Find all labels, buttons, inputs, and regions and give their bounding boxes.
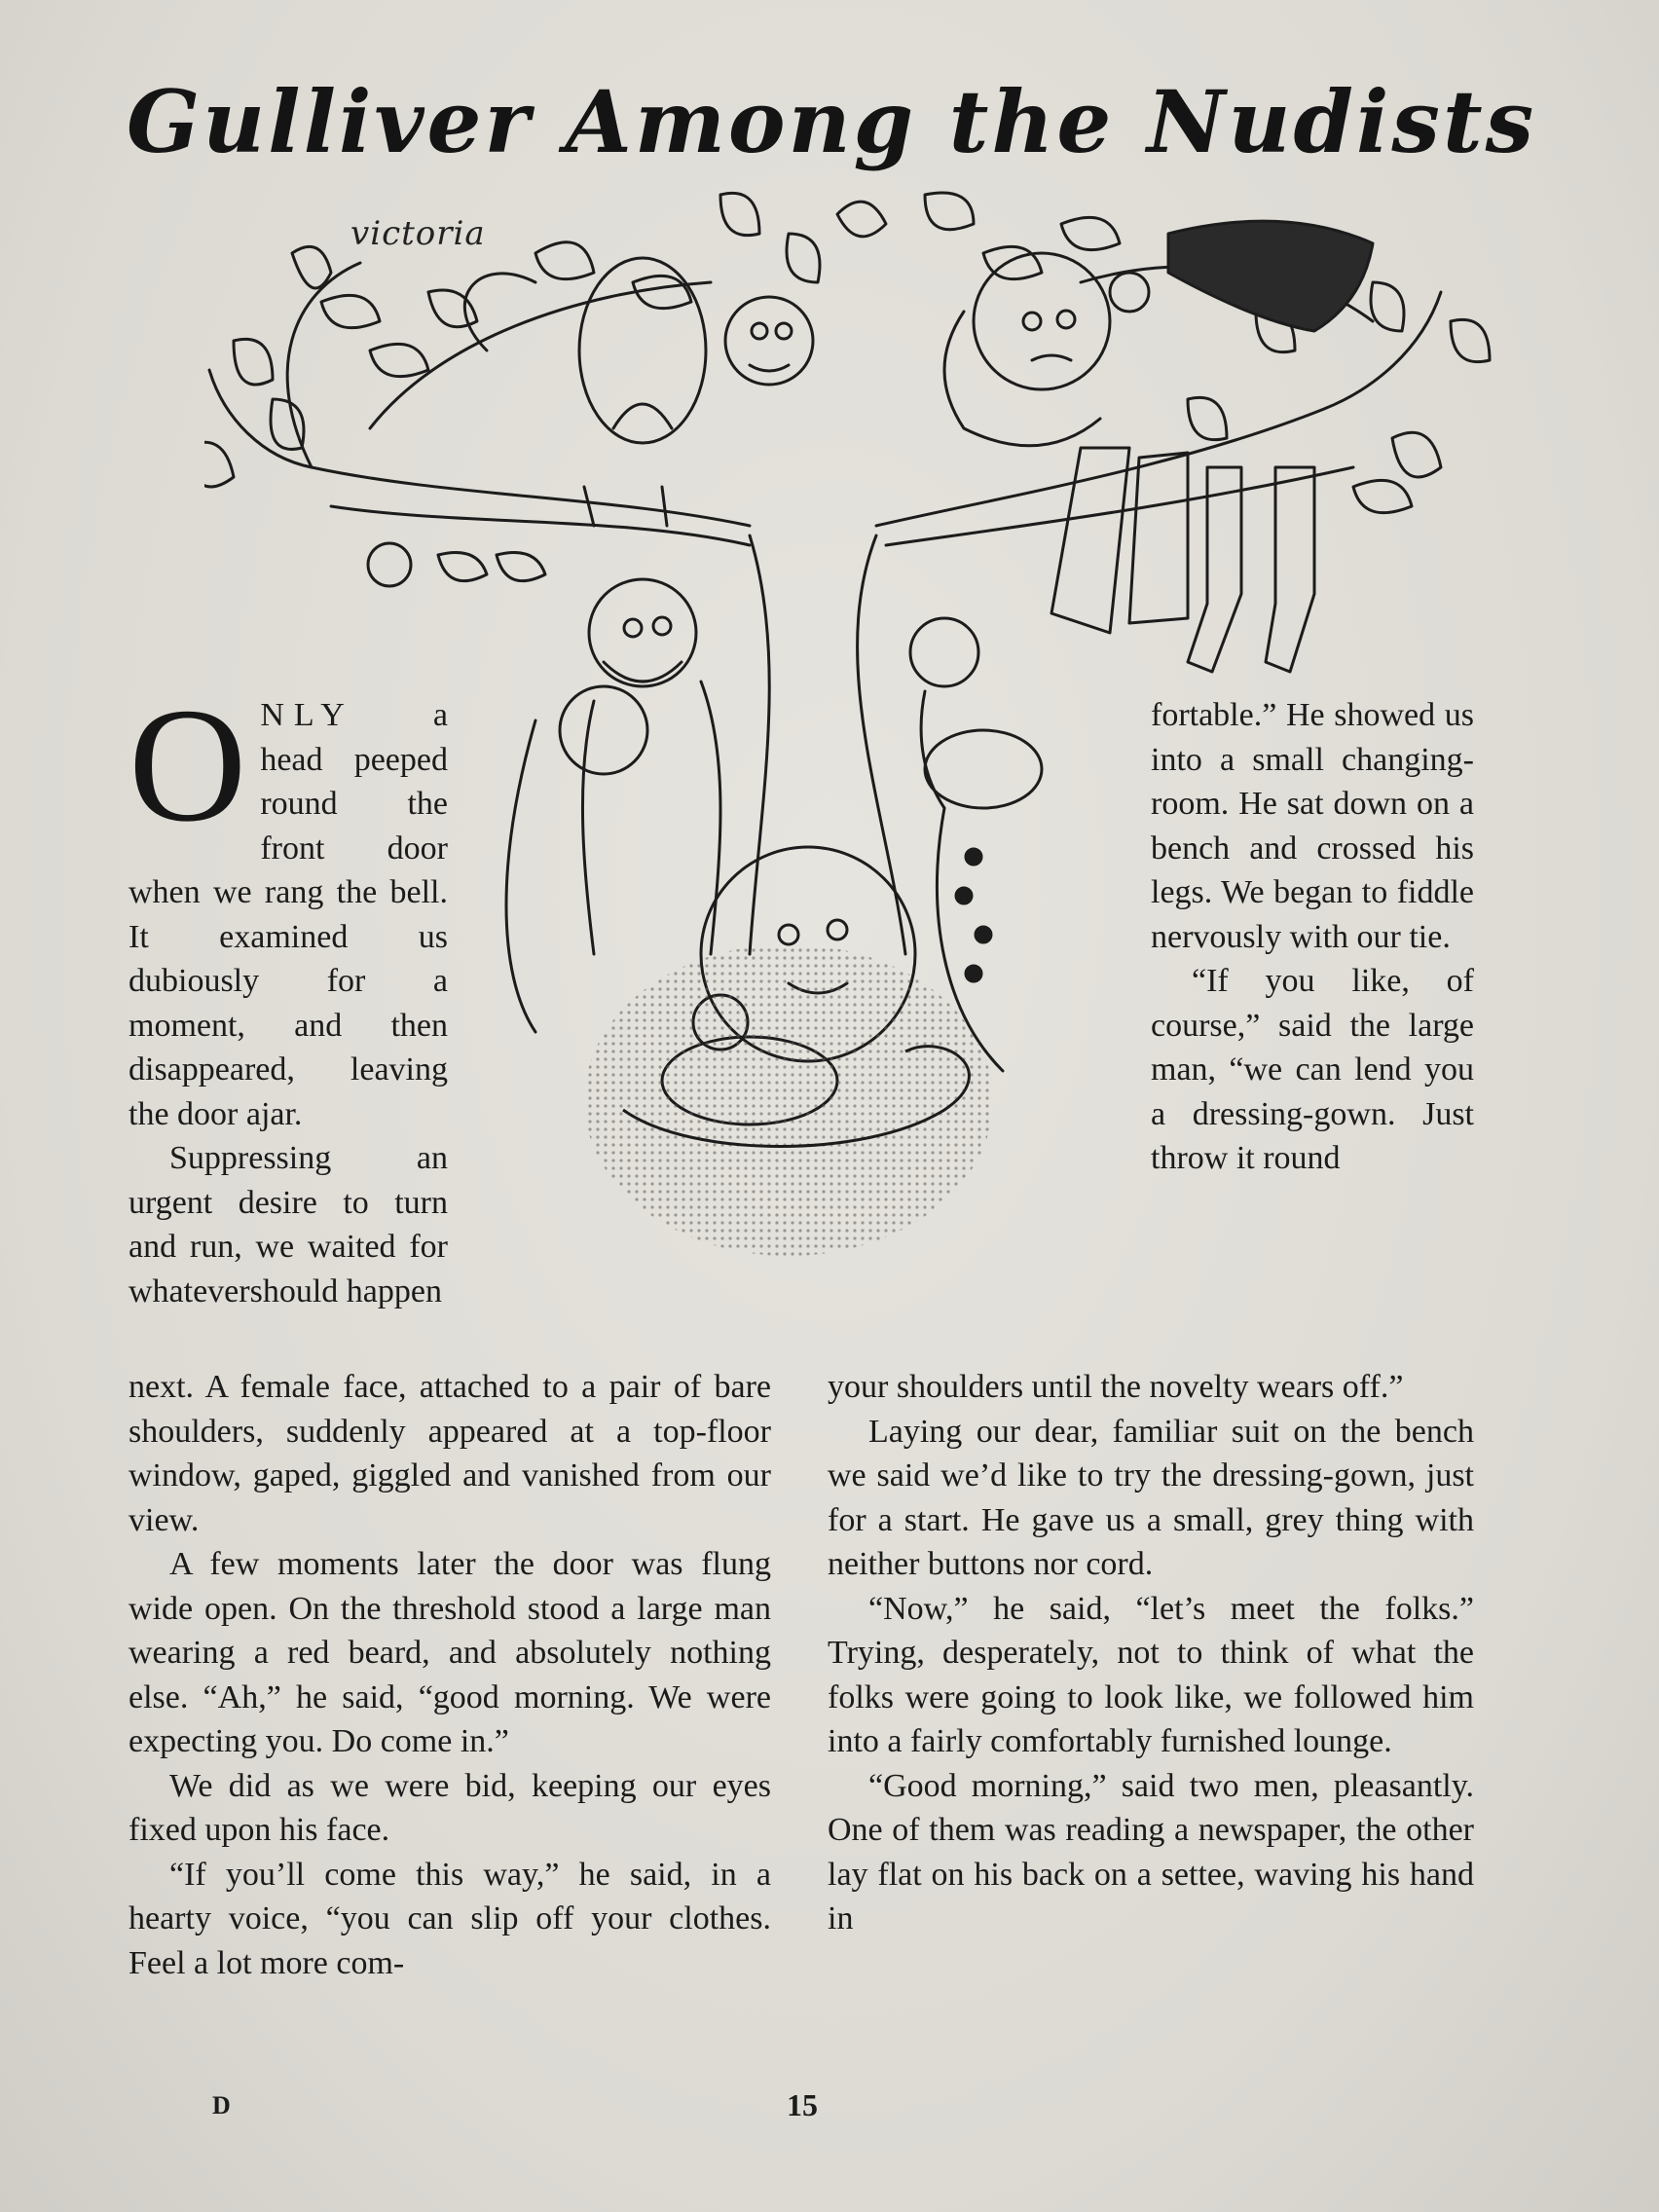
column-right-top [1151,693,1474,1181]
girl [910,618,978,808]
paragraph-5: “If you’ll come this way,” he said, in a hearty voice, “you can slip off your clothes. Feel a lot more com- [129,1856,771,1981]
lead-caps: NLY [260,697,354,733]
paragraph-4: We did as we were bid, keeping our eyes fixed upon his face. [129,1767,771,1848]
paragraph-6-cont: your shoulders until the novelty wears off.” [828,1369,1404,1405]
paragraph-1: ONLY a head peeped round the front door when we rang the bell. It examined us dubiously for a moment, and then disappeared, leaving the door ajar. [129,675,448,1132]
paragraph-2: Suppressing an urgent desire to turn and run, we waited for whatevershould happen [129,1140,448,1309]
clothes-on-branch [1051,448,1314,672]
column-left-bottom [129,1365,771,1985]
paragraph-9: “Good morning,” said two men, pleasantly. One of them was reading a newspaper, the other lay flat on his back on a settee, waving his hand in [828,1767,1474,1936]
paragraph-7: Laying our dear, familiar suit on the bench we said we’d like to try the dressing-gown, just for a start. He gave us a small, grey thing with neither buttons nor cord. [828,1413,1474,1582]
paragraph-2-cont: next. A female face, attached to a pair of bare shoulders, suddenly appeared at a top-floor window, gaped, giggled and vanished from our view. [129,1369,771,1538]
article-title: Gulliver Among the Nudists [127,71,1537,172]
page-number: 15 [787,2087,818,2122]
bearded-man [582,579,720,954]
drop-cap: O [129,675,247,856]
signature-mark: D [212,2091,231,2120]
illustrator-signature: victoria [350,214,486,253]
paragraph-6: “If you like, of course,” said the large man, “we can lend you a dressing-gown. Just throw it round [1151,963,1474,1176]
paragraph-8: “Now,” he said, “let’s meet the folks.” Trying, desperately, not to think of what the folks were going to look like, we followed him into a fairly comfortably furnished lounge. [828,1590,1474,1759]
paragraph-5-cont: fortable.” He showed us into a small changing-room. He sat down on a bench and crossed his legs. We began to fiddle nervously with our tie. [1151,697,1474,955]
right-branch [876,292,1441,526]
paragraph-3: A few moments later the door was flung wide open. On the threshold stood a large man wearing a red beard, and absolutely nothing else. “Ah,” he said, “good morning. We were expecting you. Do come in.” [129,1546,771,1759]
column-right-bottom [828,1365,1474,1941]
ground-shadow [584,944,993,1256]
bear [506,686,647,1032]
trunk-left [750,535,769,954]
trunk-right [858,535,905,954]
column-left-top [129,675,448,1313]
bowler-hat [1168,221,1373,331]
